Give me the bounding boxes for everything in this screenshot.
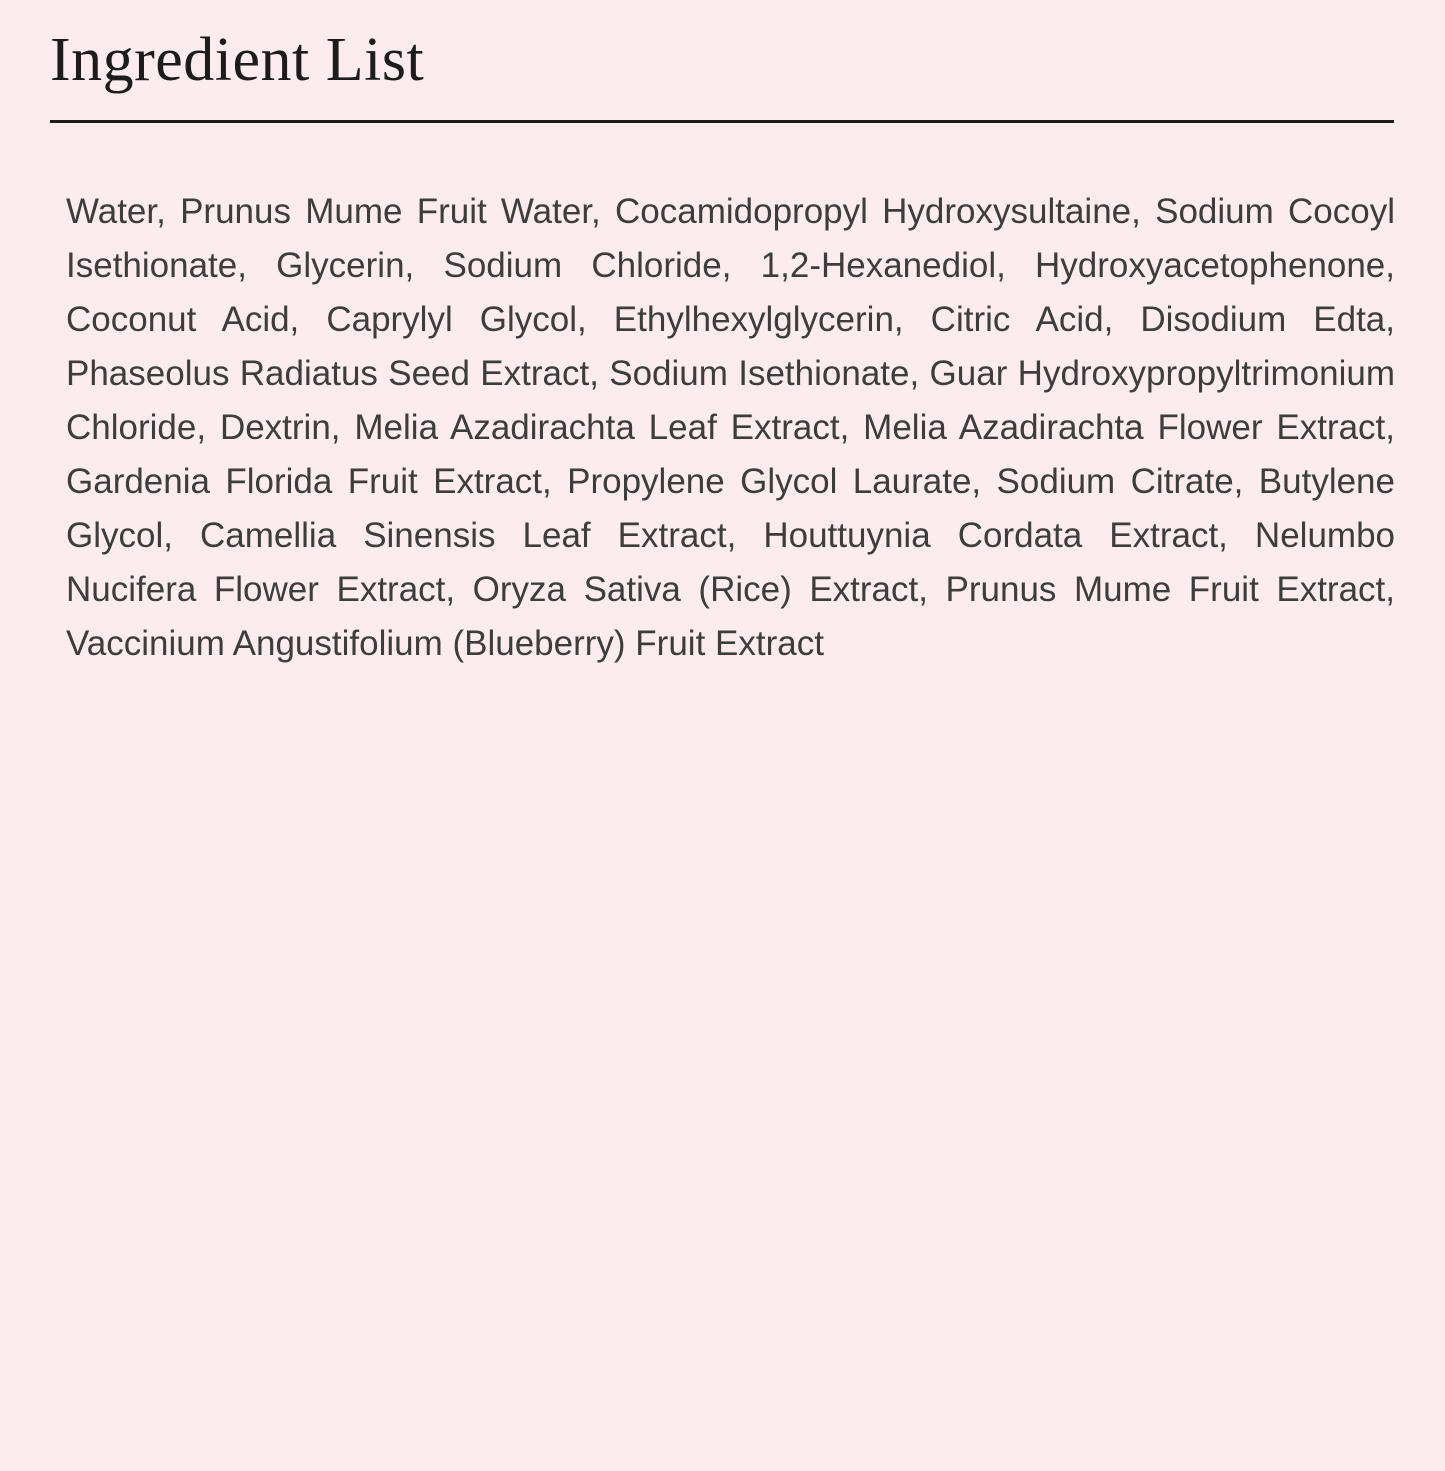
ingredients-paragraph: Water, Prunus Mume Fruit Water, Cocamidopropyl Hydroxysultaine, Sodium Cocoyl Isethionate, Glycerin, Sodium Chloride, 1,2-Hexanediol, Hydroxyacetophenone, Coconut Acid, Caprylyl Glycol, Ethylhexylglycerin, Citric Acid, Disodium Edta, Phaseolus Radiatus Seed Extract, Sodium Isethionate, Guar Hydroxypropyltrimonium Chloride, Dextrin, Melia Azadirachta Leaf Extract, Melia Azadirachta Flower Extract, Gardenia Florida Fruit Extract, Propylene Glycol Laurate, Sodium Citrate, Butylene Glycol, Camellia Sinensis Leaf Extract, Houttuynia Cordata Extract, Nelumbo Nucifera Flower Extract, Oryza Sativa (Rice) Extract, Prunus Mume Fruit Extract, Vaccinium Angustifolium (Blueberry) Fruit Extract [66,192,1395,664]
ingredient-list-page [0,26,1445,1471]
title-divider [50,120,1394,123]
page-title: Ingredient List [50,26,425,94]
